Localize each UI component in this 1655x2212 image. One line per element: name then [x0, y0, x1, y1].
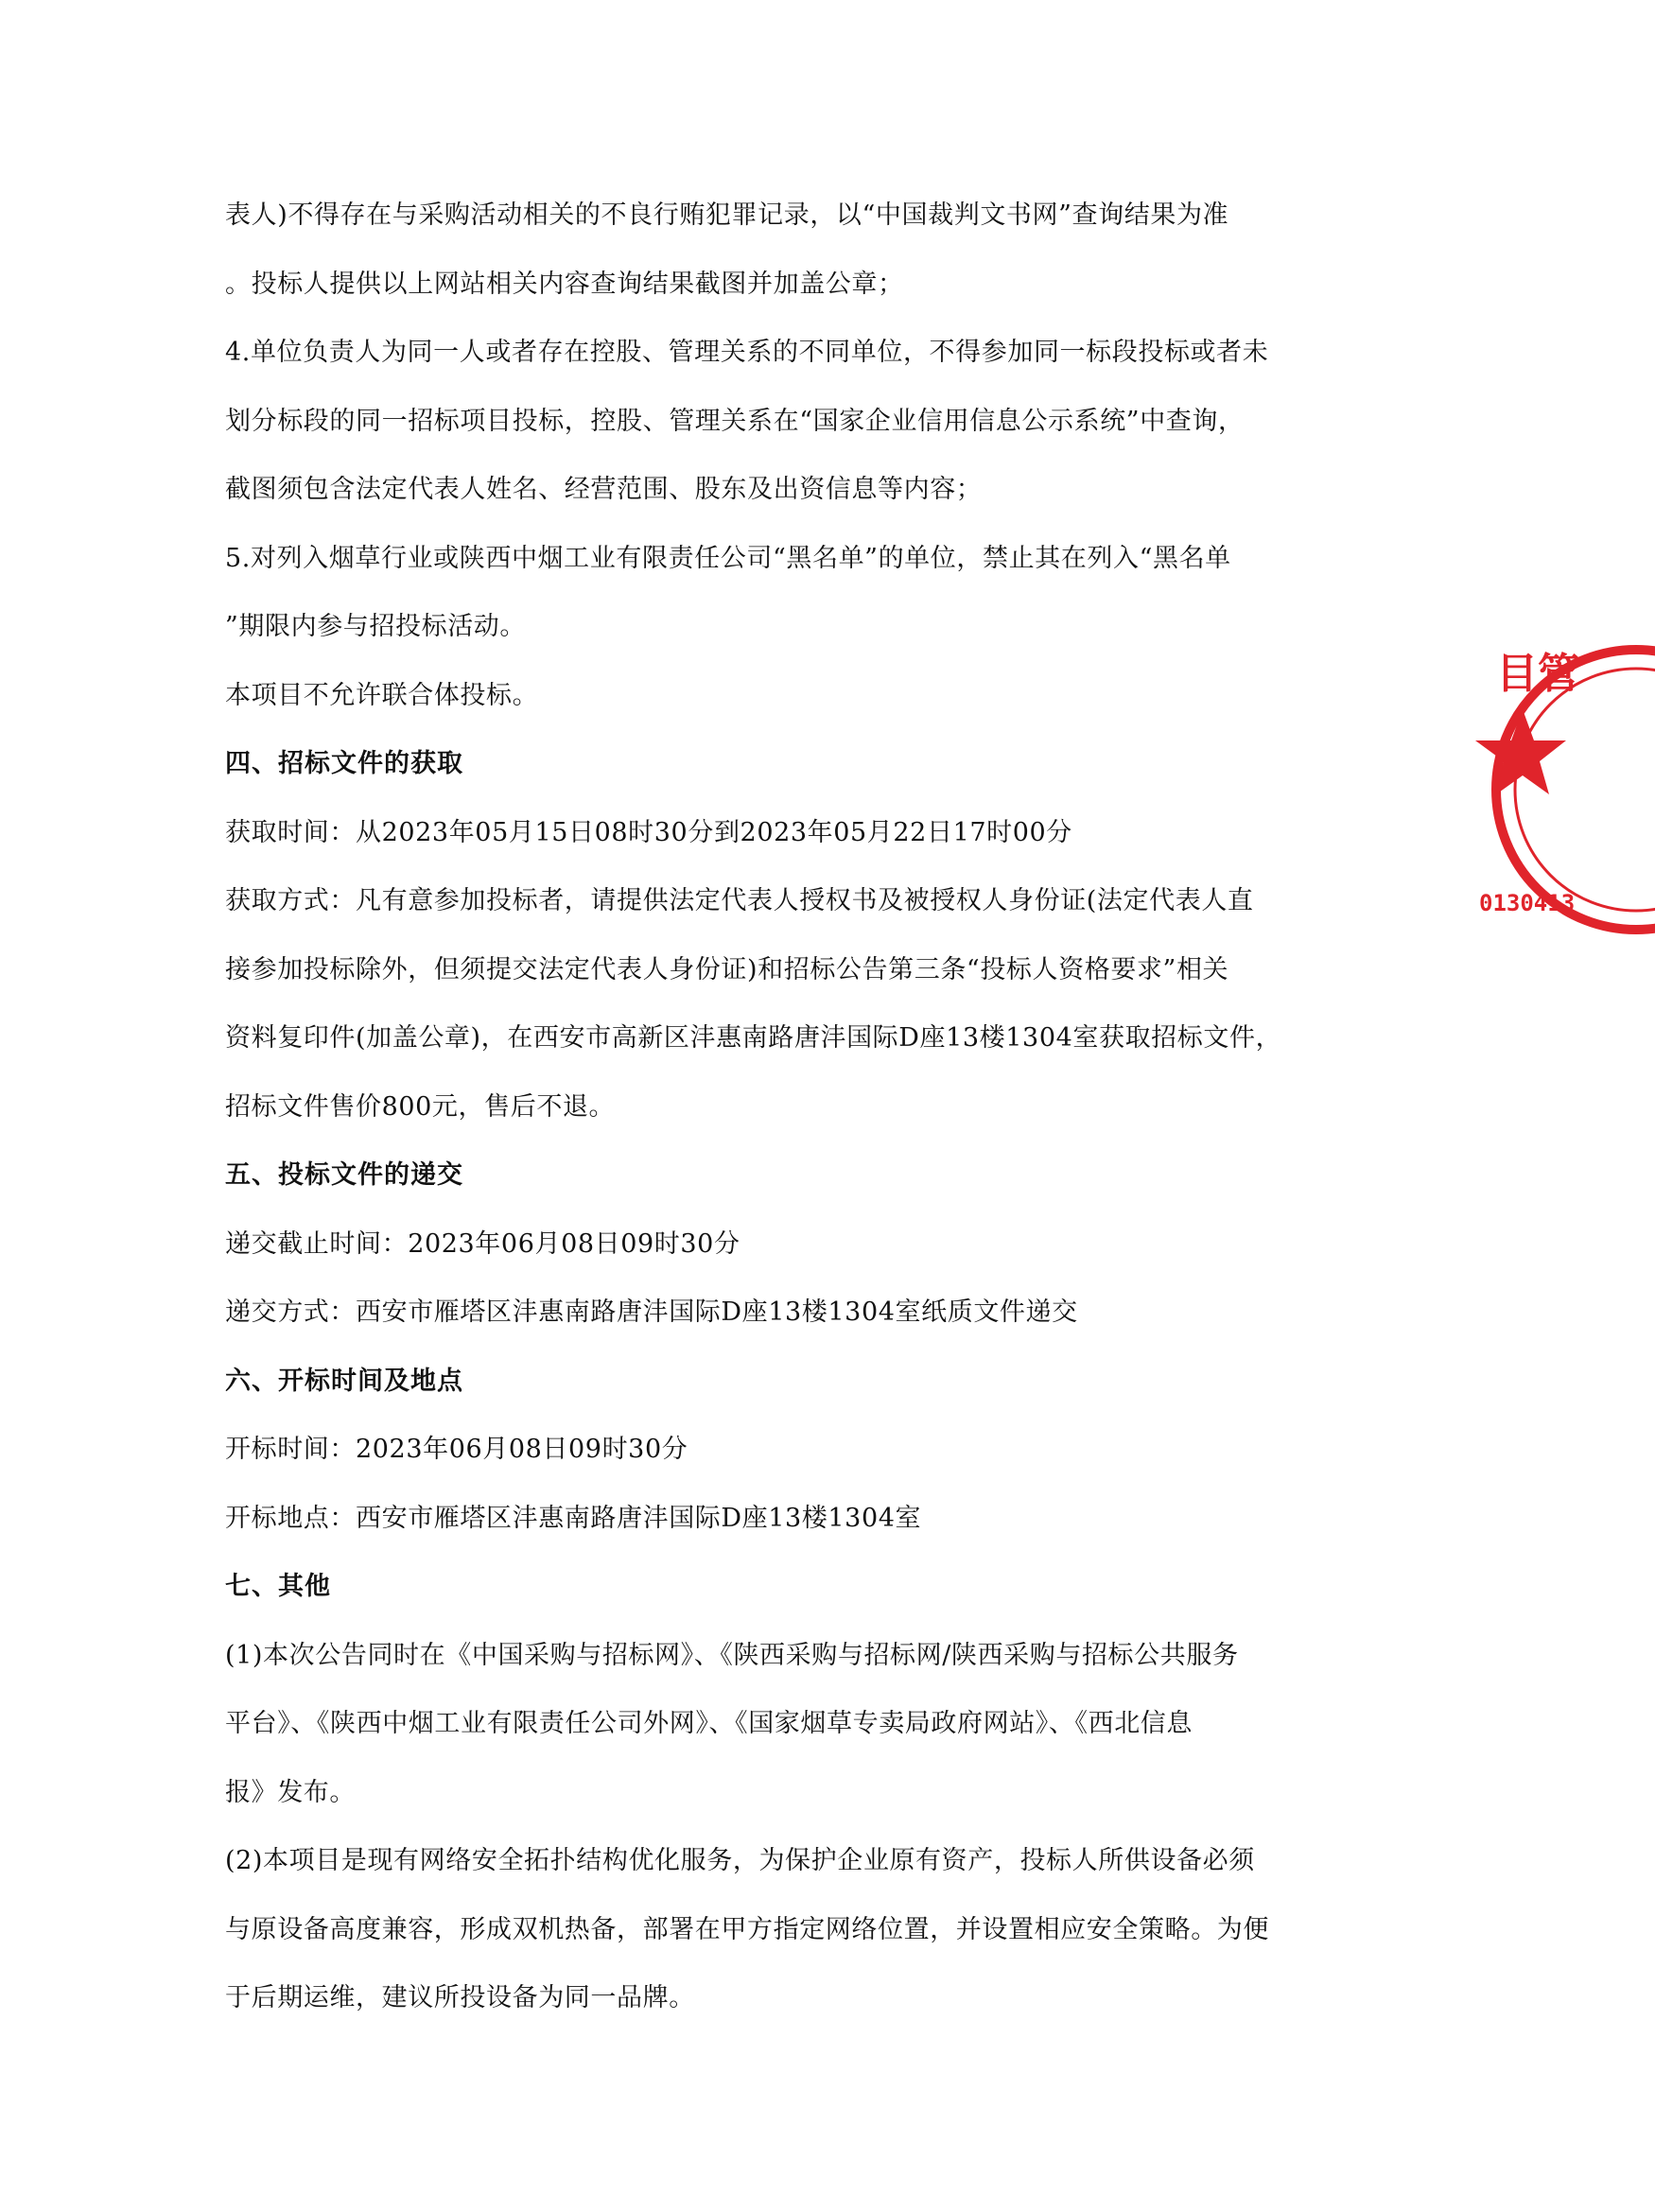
text-line: 开标地点：西安市雁塔区沣惠南路唐沣国际D座13楼1304室: [225, 1503, 922, 1533]
text-line: 招标文件售价800元，售后不退。: [225, 1091, 616, 1122]
document-body: [225, 182, 1333, 2033]
section-heading: 四、招标文件的获取: [225, 749, 463, 778]
section-heading: 七、其他: [225, 1572, 331, 1601]
text-line: 递交截止时间：2023年06月08日09时30分: [225, 1228, 740, 1259]
official-seal-stamp: [1475, 629, 1655, 950]
seal-star: [1475, 709, 1566, 794]
text-line: 平台》、《陕西中烟工业有限责任公司外网》、《国家烟草专卖局政府网站》、《西北信息: [225, 1709, 1193, 1738]
text-line: 于后期运维，建议所投设备为同一品牌。: [225, 1983, 695, 2012]
seal-text-top: 目管: [1496, 650, 1579, 698]
text-line: 本项目不允许联合体投标。: [225, 680, 539, 710]
text-line: ”期限内参与招投标活动。: [225, 612, 527, 641]
text-line: 5.对列入烟草行业或陕西中烟工业有限责任公司“黑名单”的单位，禁止其在列入“黑名单: [225, 543, 1231, 573]
text-line: 获取时间：从2023年05月15日08时30分到2023年05月22日17时00分: [225, 817, 1072, 847]
text-line: 递交方式：西安市雁塔区沣惠南路唐沣国际D座13楼1304室纸质文件递交: [225, 1298, 1078, 1327]
text-line: 截图须包含法定代表人姓名、经营范围、股东及出资信息等内容；: [225, 475, 983, 504]
text-line: 。投标人提供以上网站相关内容查询结果截图并加盖公章；: [225, 269, 904, 299]
section-heading: 五、投标文件的递交: [225, 1160, 463, 1190]
text-line: 表人)不得存在与采购活动相关的不良行贿犯罪记录，以“中国裁判文书网”查询结果为准: [225, 200, 1229, 230]
text-line: 4.单位负责人为同一人或者存在控股、管理关系的不同单位，不得参加同一标段投标或者未: [225, 338, 1269, 367]
text-line: (1)本次公告同时在《中国采购与招标网》、《陕西采购与招标网/陕西采购与招标公共服务: [225, 1640, 1239, 1670]
text-line: 获取方式：凡有意参加投标者，请提供法定代表人授权书及被授权人身份证(法定代表人直: [225, 886, 1254, 915]
seal-inner-ring: [1515, 669, 1655, 911]
text-line: 与原设备高度兼容，形成双机热备，部署在甲方指定网络位置，并设置相应安全策略。为便: [225, 1914, 1269, 1944]
text-line: 划分标段的同一招标项目投标，控股、管理关系在“国家企业信用信息公示系统”中查询，: [225, 406, 1245, 436]
text-line: (2)本项目是现有网络安全拓扑结构优化服务，为保护企业原有资产，投标人所供设备必须: [225, 1846, 1255, 1875]
text-line: 报》发布。: [225, 1777, 356, 1807]
seal-text-number: 0130413: [1479, 890, 1576, 916]
text-line: 资料复印件(加盖公章)，在西安市高新区沣惠南路唐沣国际D座13楼1304室获取招标文件，: [225, 1023, 1282, 1053]
text-line: 开标时间：2023年06月08日09时30分: [225, 1435, 688, 1464]
text-line: 接参加投标除外，但须提交法定代表人身份证)和招标公告第三条“投标人资格要求”相关: [225, 954, 1229, 984]
section-heading: 六、开标时间及地点: [225, 1366, 463, 1396]
